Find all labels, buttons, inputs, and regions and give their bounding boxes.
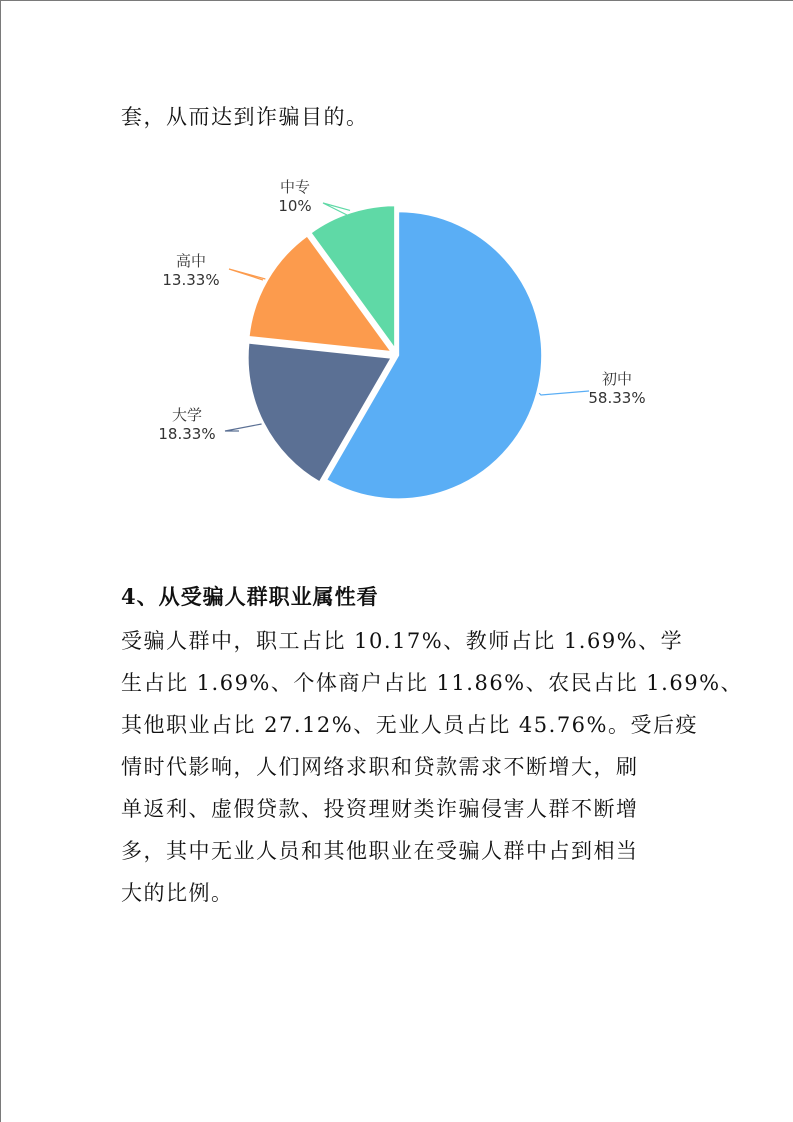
- lead-text-line: 套，从而达到诈骗目的。: [121, 105, 369, 129]
- leader-line-3: [229, 269, 265, 280]
- paragraph-line-1: 受骗人群中，职工占比 10.17%、教师占比 1.69%、学: [121, 629, 684, 653]
- paragraph-line-4: 情时代影响，人们网络求职和贷款需求不断增大，刷: [121, 755, 639, 779]
- slice-percent-label-3: 13.33%: [162, 271, 220, 289]
- slice-name-label-1: 初中: [601, 370, 633, 388]
- slice-percent-label-1: 58.33%: [588, 389, 646, 407]
- slice-percent-label-2: 18.33%: [158, 425, 216, 443]
- leader-line-4: [323, 203, 350, 216]
- leader-line-1: [539, 391, 589, 395]
- pie-slices: [248, 205, 543, 499]
- education-pie-chart: [1, 1, 793, 561]
- slice-name-label-3: 高中: [175, 252, 207, 270]
- paragraph-line-5: 单返利、虚假贷款、投资理财类诈骗侵害人群不断增: [121, 797, 639, 821]
- slice-percent-label-4: 10%: [278, 197, 312, 215]
- paragraph-line-3: 其他职业占比 27.12%、无业人员占比 45.76%。受后疫: [121, 713, 698, 737]
- leader-line-2: [225, 424, 262, 431]
- slice-name-label-2: 大学: [171, 406, 203, 424]
- paragraph-line-7: 大的比例。: [121, 881, 234, 905]
- slice-name-label-4: 中专: [279, 178, 311, 196]
- paragraph-line-2: 生占比 1.69%、个体商户占比 11.86%、农民占比 1.69%、: [121, 671, 744, 695]
- section-heading: 4、从受骗人群职业属性看: [121, 584, 379, 609]
- paragraph-line-6: 多，其中无业人员和其他职业在受骗人群中占到相当: [121, 839, 639, 863]
